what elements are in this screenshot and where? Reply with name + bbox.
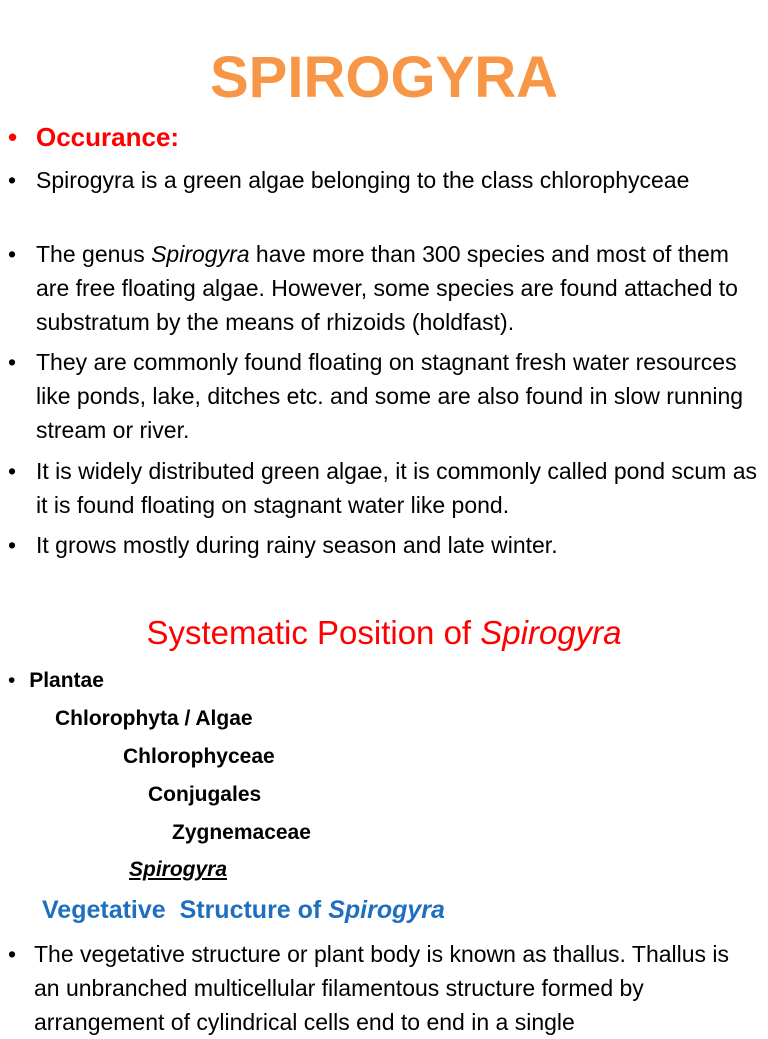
taxon-class: Chlorophyceae (123, 745, 275, 768)
page-title: SPIROGYRA (209, 45, 559, 110)
bullet-icon: • (8, 669, 16, 692)
occurrence-heading: Occurance: (36, 122, 180, 152)
taxon-division: Chlorophyta / Algae (55, 707, 253, 730)
occurrence-bullet-5 (8, 528, 760, 562)
taxon-order: Conjugales (148, 783, 262, 806)
bullet-icon: • (8, 532, 17, 558)
taxon-kingdom: Plantae (29, 669, 104, 692)
occurrence-bullet-1 (8, 163, 760, 197)
bullet-icon: • (8, 241, 17, 267)
bullet-text: It is widely distributed green algae, it is commonly called pond scum as it is found floating on stagnant water like pond. (36, 458, 758, 518)
taxon-genus: Spirogyra (129, 858, 228, 881)
occurrence-heading-row (8, 120, 760, 154)
taxon-family: Zygnemaceae (172, 821, 311, 844)
genus-italic: Spirogyra (151, 241, 250, 267)
occurrence-bullet-3 (8, 345, 760, 447)
systematic-heading: Systematic Position of Spirogyra (146, 614, 622, 651)
bullet-icon: • (8, 167, 17, 193)
occurrence-bullet-4 (8, 454, 760, 522)
bullet-icon: • (8, 941, 17, 967)
bullet-icon: • (8, 458, 17, 484)
bullet-icon: • (8, 349, 17, 375)
bullet-text: They are commonly found floating on stagnant fresh water resources like ponds, lake, ditches etc. and some are also found in slow running stream or river. (36, 349, 744, 443)
bullet-text: The vegetative structure or plant body is known as thallus. Thallus is an unbranched multicellular filamentous structure formed by arrangement of cylindrical cells end to end in a single (34, 941, 730, 1035)
bullet-text: Spirogyra is a green algae belonging to the class chlorophyceae (36, 167, 690, 193)
taxon-kingdom-row (8, 668, 104, 694)
occurrence-bullet-2 (8, 237, 760, 339)
bullet-text: The genus Spirogyra have more than 300 species and most of them are free floating algae. However, some species are found attached to substratum by the means of rhizoids (holdfast). (36, 241, 738, 335)
bullet-icon: • (8, 122, 18, 152)
bullet-text: It grows mostly during rainy season and late winter. (36, 532, 558, 558)
vegetative-heading: Vegetative Structure of Spirogyra (42, 896, 445, 924)
